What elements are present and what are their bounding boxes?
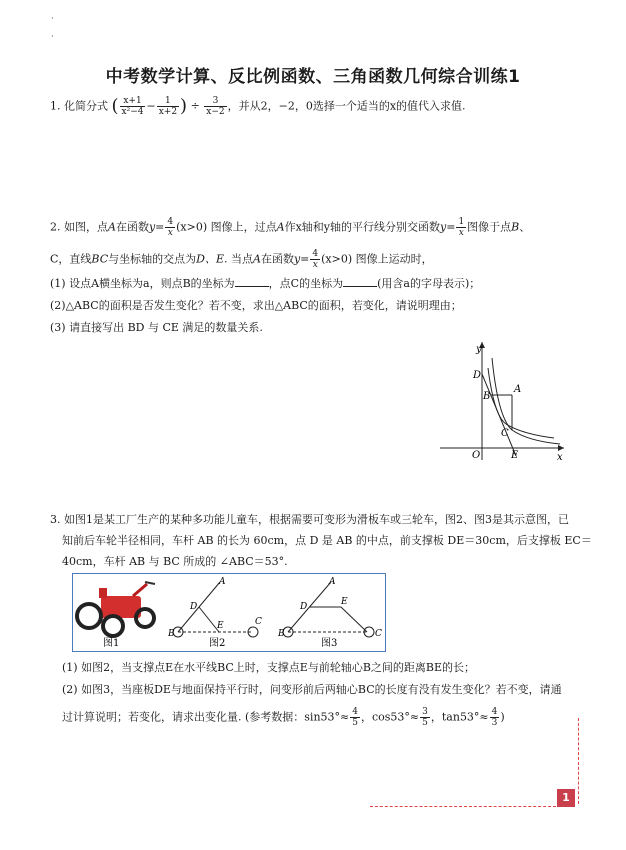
question-3-sub-2: (2) 如图3，当座板DE与地面保持平行时，问变形前后两轴心BC的长度有没有发生变化？若不变，请通: [62, 683, 562, 696]
label-E: E: [511, 450, 519, 461]
label-A: A: [514, 384, 522, 395]
fig2-label-A: A: [219, 577, 226, 587]
figures-box: [72, 573, 386, 652]
fig2-label-D: D: [190, 602, 198, 612]
label-B: B: [483, 391, 491, 402]
figure-3: [277, 577, 382, 649]
question-2-sub-3: (3) 请直接写出 BD 与 CE 满足的数量关系.: [50, 321, 263, 334]
label-y: y: [476, 344, 482, 355]
function-graph: [436, 338, 566, 463]
question-1: 1. 化简分式 ( $\frac{x+1}{\text{x²−4}}$ − $\frac{1}{x+2}$ ) ÷ $\frac{3}{x-2}$ ，并从2，−2，0选择一个适当的x的值代入求值.: [50, 95, 466, 117]
figure-2: [167, 577, 262, 649]
label-C: C: [501, 428, 509, 439]
fig3-label-C: C: [375, 629, 382, 639]
fig1-caption: 图1: [103, 638, 120, 649]
line-bc: [482, 374, 516, 456]
fig3-caption: 图3: [321, 638, 338, 649]
fig2-label-C: C: [255, 617, 262, 627]
answer-blank: [343, 276, 377, 287]
page-corner-horizontal: [370, 806, 556, 807]
question-3-sub-1: (1) 如图2，当支撑点E在水平线BC上时，支撑点E与前轮轴心B之间的距离BE的长；: [62, 661, 476, 674]
question-3-line-1: 3. 如图1是某工厂生产的某种多功能儿童车，根据需要可变形为滑板车或三轮车，图2、图3是其示意图，已: [50, 513, 569, 526]
question-3-sub-3: 过计算说明；若变化，请求出变化量. (参考数据：sin53°≈ $\frac{4}{5}$ ，cos53°≈ $\frac{3}{5}$ ，tan53°≈ $\frac{4}{3}$ ): [62, 707, 505, 728]
page-title: 中考数学计算、反比例函数、三角函数几何综合训练1: [105, 67, 521, 87]
fig3-label-B: B: [278, 629, 285, 639]
label-D: D: [473, 370, 482, 381]
page-corner-vertical: [578, 718, 579, 804]
label-x: x: [557, 452, 563, 463]
fig2-label-E: E: [217, 621, 224, 631]
margin-dot: ·: [51, 32, 54, 42]
question-2-line-1: 2. 如图，点A在函数y= $\frac{4}{x}$ (x>0) 图像上，过点A作x轴和y轴的平行线分别交函数y= $\frac{1}{x}$ 图像于点B、: [50, 217, 531, 238]
fig2-caption: 图2: [209, 638, 226, 649]
question-2-sub-1: (1) 设点A横坐标为a，则点B的坐标为 ，点C的坐标为 (用含a的字母表示)；: [50, 277, 481, 290]
label-O: O: [472, 450, 481, 461]
margin-dot: ·: [51, 14, 54, 24]
fig3-label-A: A: [329, 577, 336, 587]
question-2-sub-2: (2)△ABC的面积是否发生变化？若不变，求出△ABC的面积，若变化，请说明理由；: [50, 299, 462, 312]
figures-svg: [73, 574, 385, 651]
curve-y-1-over-x: [488, 368, 554, 438]
tricycle-photo: [77, 582, 155, 649]
fig2-label-B: B: [168, 629, 175, 639]
page-number: 1: [557, 789, 575, 807]
fig3-label-D: D: [300, 602, 308, 612]
question-2-line-2: C，直线BC与坐标轴的交点为D、E. 当点A在函数y= $\frac{4}{x}$ (x>0) 图像上运动时，: [50, 249, 433, 270]
question-3-line-2: 知前后车轮半径相同，车杆 AB 的长为 60cm，点 D 是 AB 的中点，前支撑板 DE＝30cm，后支撑板 EC＝: [62, 534, 592, 547]
fig3-label-E: E: [341, 597, 348, 607]
answer-blank: [235, 276, 269, 287]
question-3-line-3: 40cm，车杆 AB 与 BC 所成的 ∠ABC＝53°.: [62, 555, 288, 568]
